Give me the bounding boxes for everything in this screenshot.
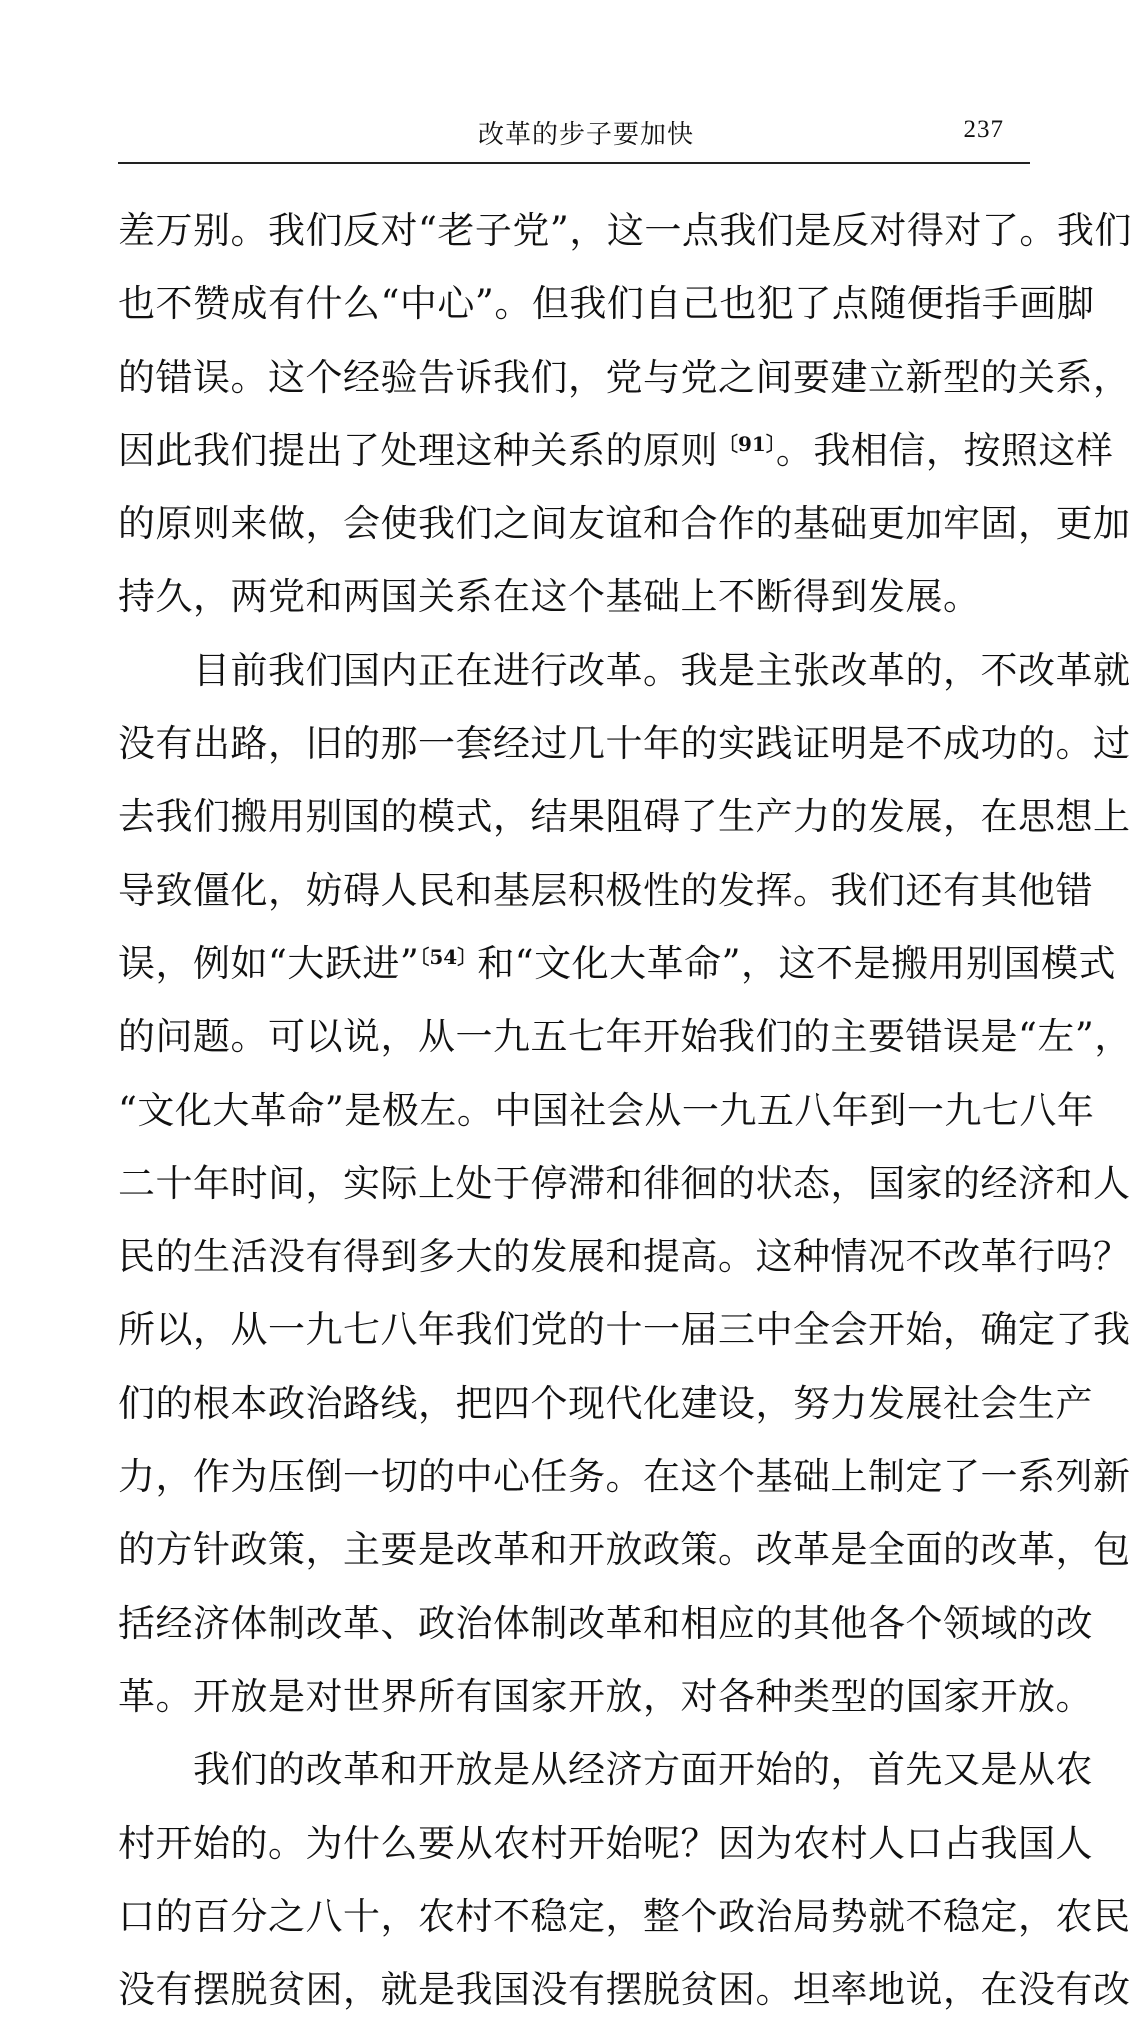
footnote-marker: 〔91〕 — [718, 431, 776, 456]
text-line — [118, 1880, 1131, 1953]
paragraph — [118, 634, 1132, 1733]
text-line — [118, 341, 1131, 414]
text-line — [118, 1807, 1093, 1880]
text-segment: 括经济体制改革、政治体制改革和相应的其他各个领域的改 — [118, 1601, 1093, 1645]
text-line — [118, 560, 1038, 633]
text-segment: 民的生活没有得到多大的发展和提高。这种情况不改革行吗？ — [118, 1235, 1131, 1279]
text-segment: 所以，从一九七八年我们党的十一届三中全会开始，确定了我 — [118, 1308, 1131, 1352]
text-segment: 目前我们国内正在进行改革。我是主张改革的，不改革就 — [193, 648, 1131, 692]
text-segment: 力，作为压倒一切的中心任务。在这个基础上制定了一系列新 — [118, 1455, 1131, 1499]
text-segment: 的错误。这个经验告诉我们，党与党之间要建立新型的关系， — [118, 355, 1131, 399]
text-segment: 的问题。可以说，从一九五七年开始我们的主要错误是“左”， — [118, 1015, 1132, 1059]
text-line — [118, 1587, 1093, 1660]
text-segment: 的原则来做，会使我们之间友谊和合作的基础更加牢固，更加 — [118, 502, 1131, 546]
text-segment: “文化大革命”是极左。中国社会从一九五八年到一九七八年 — [118, 1088, 1095, 1132]
text-line — [118, 634, 1131, 707]
text-segment: 因此我们提出了处理这种关系的原则 — [118, 428, 718, 472]
text-segment: 没有出路，旧的那一套经过几十年的实践证明是不成功的。过 — [118, 722, 1131, 766]
text-line — [118, 194, 1132, 267]
text-segment: 村开始的。为什么要从农村开始呢？因为农村人口占我国人 — [118, 1821, 1093, 1865]
text-segment: 和“文化大革命”，这不是搬用别国模式 — [477, 941, 1117, 985]
text-line — [118, 780, 1131, 853]
paragraph — [118, 1733, 1131, 2026]
text-segment: 我们的改革和开放是从经济方面开始的，首先又是从农 — [193, 1748, 1093, 1792]
text-segment: 们的根本政治路线，把四个现代化建设，努力发展社会生产 — [118, 1381, 1093, 1425]
text-line — [118, 707, 1131, 780]
text-line — [118, 414, 1114, 487]
text-segment: 口的百分之八十，农村不稳定，整个政治局势就不稳定，农民 — [118, 1894, 1131, 1938]
paragraph — [118, 194, 1132, 634]
text-line — [118, 1367, 1093, 1440]
text-line — [118, 1513, 1131, 1586]
text-segment: 导致僵化，妨碍人民和基层积极性的发挥。我们还有其他错 — [118, 868, 1093, 912]
text-line — [118, 927, 1117, 1000]
text-segment: 持久，两党和两国关系在这个基础上不断得到发展。 — [118, 575, 981, 619]
text-segment: 的方针政策，主要是改革和开放政策。改革是全面的改革，包 — [118, 1528, 1131, 1572]
body-text — [118, 194, 1132, 2026]
text-segment: 。我相信，按照这样 — [775, 428, 1114, 472]
footnote-marker: 〔54〕 — [419, 944, 478, 969]
text-line — [118, 1220, 1131, 1293]
text-line — [118, 1953, 1131, 2026]
text-segment: 二十年时间，实际上处于停滞和徘徊的状态，国家的经济和人 — [118, 1161, 1131, 1205]
text-line — [118, 1000, 1132, 1073]
text-segment: 革。开放是对世界所有国家开放，对各种类型的国家开放。 — [118, 1674, 1093, 1718]
text-segment: 去我们搬用别国的模式，结果阻碍了生产力的发展，在思想上 — [118, 795, 1131, 839]
text-line — [118, 1440, 1131, 1513]
text-line — [118, 1147, 1131, 1220]
text-segment: 也不赞成有什么“中心”。但我们自己也犯了点随便指手画脚 — [118, 282, 1095, 326]
text-line — [118, 1074, 1095, 1147]
text-line — [118, 1733, 1093, 1806]
page-number: 237 — [963, 116, 1004, 143]
text-segment: 没有摆脱贫困，就是我国没有摆脱贫困。坦率地说，在没有改 — [118, 1968, 1131, 2012]
text-segment: 差万别。我们反对“老子党”，这一点我们是反对得对了。我们 — [118, 209, 1132, 252]
page-header — [118, 104, 1030, 164]
text-line — [118, 1293, 1131, 1366]
text-segment: 误，例如“大跃进” — [118, 941, 420, 985]
text-line — [118, 267, 1095, 340]
text-line — [118, 1660, 1093, 1733]
text-line — [118, 487, 1131, 560]
running-title: 改革的步子要加快 — [478, 120, 695, 150]
text-line — [118, 854, 1093, 927]
